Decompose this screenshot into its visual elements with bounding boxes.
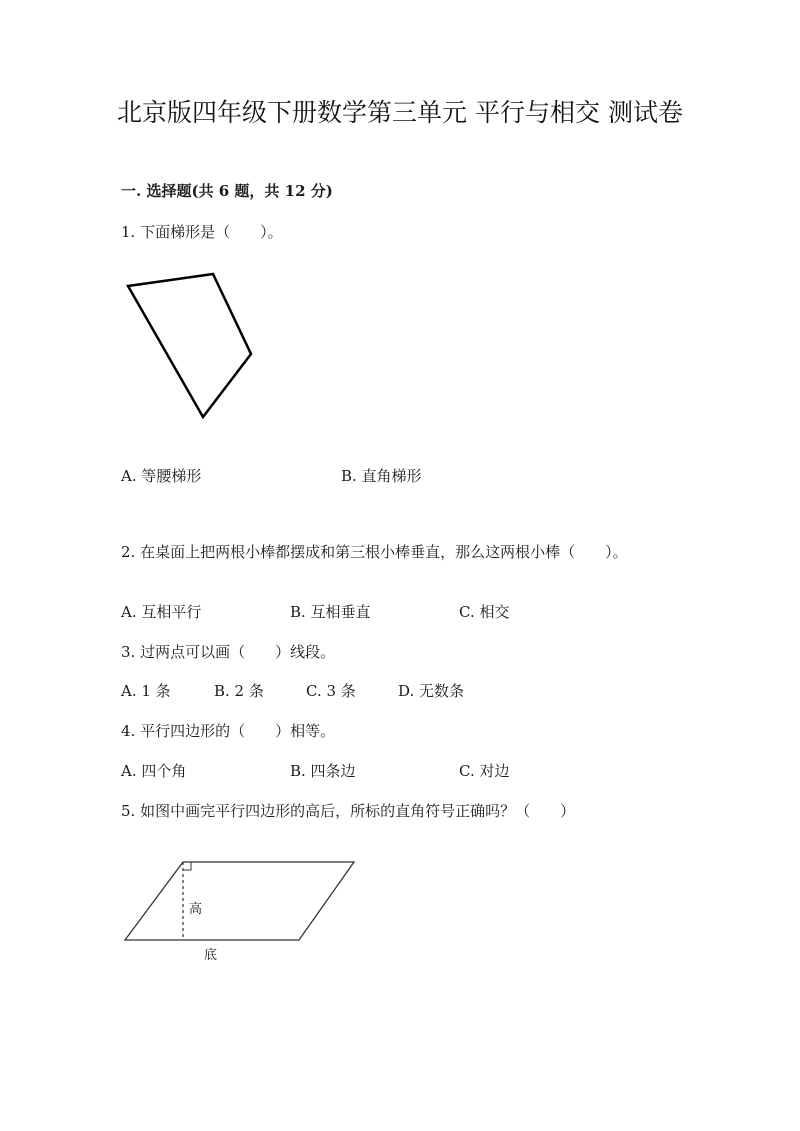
question-3-option-d[interactable]: D. 无数条 bbox=[398, 682, 465, 700]
question-4-option-c[interactable]: C. 对边 bbox=[459, 762, 510, 780]
section-heading: 一. 选择题(共 6 题，共 12 分) bbox=[121, 182, 333, 200]
question-1-option-b[interactable]: B. 直角梯形 bbox=[341, 467, 422, 485]
question-3-option-c[interactable]: C. 3 条 bbox=[306, 682, 356, 700]
question-5-stem: 5. 如图中画完平行四边形的高后，所标的直角符号正确吗？（ ） bbox=[121, 802, 576, 820]
page-title: 北京版四年级下册数学第三单元 平行与相交 测试卷 bbox=[117, 98, 683, 127]
question-2-option-c[interactable]: C. 相交 bbox=[459, 603, 510, 621]
question-2-stem: 2. 在桌面上把两根小棒都摆成和第三根小棒垂直，那么这两根小棒（ ）。 bbox=[121, 543, 628, 561]
right-angle-mark bbox=[183, 862, 191, 870]
question-1-option-a[interactable]: A. 等腰梯形 bbox=[121, 467, 202, 485]
height-label: 高 bbox=[189, 902, 203, 917]
question-3-stem: 3. 过两点可以画（ ）线段。 bbox=[121, 643, 336, 661]
question-4-stem: 4. 平行四边形的（ ）相等。 bbox=[121, 722, 336, 740]
question-4-option-a[interactable]: A. 四个角 bbox=[121, 762, 187, 780]
base-label: 底 bbox=[204, 948, 218, 963]
question-2-option-b[interactable]: B. 互相垂直 bbox=[290, 603, 371, 621]
question-4-option-b[interactable]: B. 四条边 bbox=[290, 762, 356, 780]
question-1-stem: 1. 下面梯形是（ ）。 bbox=[121, 223, 283, 241]
question-2-option-a[interactable]: A. 互相平行 bbox=[121, 603, 202, 621]
question-3-option-b[interactable]: B. 2 条 bbox=[214, 682, 264, 700]
question-3-option-a[interactable]: A. 1 条 bbox=[121, 682, 171, 700]
